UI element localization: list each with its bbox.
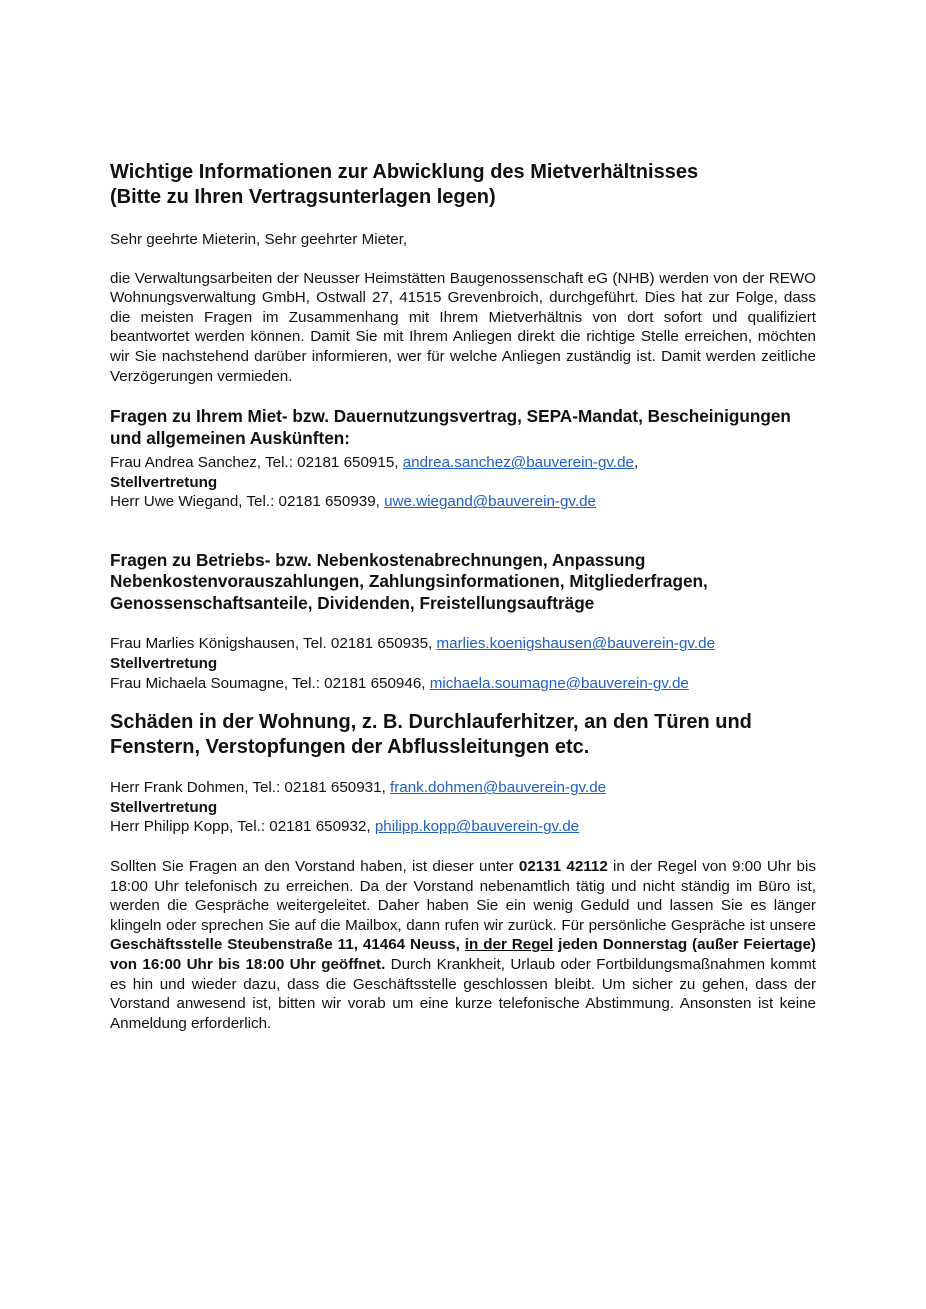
closing-text-2: in der Regel von 9:00 Uhr bis 18:00 Uhr telefonisch zu erreichen. Da der Vorstand nebenamtlich tätig und nicht ständig im Büro ist, werden die Gespräche weitergeleitet. Daher haben Sie ein wenig Geduld und lassen Sie es länger klingeln oder sprechen Sie auf die Mailbox, dann rufen wir zurück. Für persönliche Gespräche ist unsere [110,858,816,934]
in-der-regel: in der Regel [464,936,554,954]
title-line-1: Wichtige Informationen zur Abwicklung des Mietverhältnisses [110,161,699,183]
board-phone: 02131 42112 [518,858,608,875]
email-link[interactable]: frank.dohmen@bauverein-gv.de [390,779,607,797]
section-2-contacts [110,634,816,693]
email-link[interactable]: marlies.koenigshausen@bauverein-gv.de [436,635,716,653]
intro-paragraph: die Verwaltungsarbeiten der Neusser Heimstätten Baugenossenschaft eG (NHB) werden von der REWO Wohnungsverwaltung GmbH, Ostwall 27, 41515 Grevenbroich, durchgeführt. Dies hat zur Folge, dass die meisten Fragen im Zusammenhang mit Ihrem Mietverhältnis von dort sofort und qualifiziert beantwortet werden können. Damit Sie mit Ihrem Anliegen direkt die richtige Stelle erreichen, möchten wir Sie nachstehend darüber informieren, wer für welche Anliegen zuständig ist. Damit werden zeitliche Verzögerungen vermieden. [110,269,816,385]
contact-deputy [110,492,816,512]
closing-text-3: Durch Krankheit, Urlaub oder Fortbildungsmaßnahmen kommt es hin und wieder dazu, dass die Geschäftsstelle geschlossen bleibt. Um sicher zu gehen, dass der Vorstand anwesend ist, bitten wir vorab um eine kurze telefonische Abstimmung. Ansonsten ist keine Anmeldung erforderlich. [110,955,816,1032]
title-line-2: (Bitte zu Ihren Vertragsunterlagen legen) [110,186,496,208]
email-link[interactable]: andrea.sanchez@bauverein-gv.de [402,454,635,472]
contact-primary-suffix: , [634,454,639,472]
office-hours: jeden Donnerstag (außer Feiertage) von 16:00 Uhr bis 18:00 Uhr geöffnet. [110,936,816,973]
section-3-contacts [110,778,816,837]
closing-text-1: Sollten Sie Fragen an den Vorstand haben, ist dieser unter [110,858,519,875]
contact-primary-text: Frau Andrea Sanchez, Tel.: 02181 650915, [110,454,403,472]
document-title [110,160,816,210]
deputy-label: Stellvertretung [110,798,218,816]
contact-primary-text: Herr Frank Dohmen, Tel.: 02181 650931, [110,779,391,797]
deputy-label: Stellvertretung [110,473,218,491]
section-3-heading: Schäden in der Wohnung, z. B. Durchlauferhitzer, an den Türen und Fenstern, Verstopfungen der Abflussleitungen etc. [110,711,752,759]
contact-primary [110,453,816,473]
email-link[interactable]: uwe.wiegand@bauverein-gv.de [384,493,596,511]
contact-deputy [110,674,816,694]
closing-paragraph [110,857,816,1033]
contact-deputy-text: Frau Michaela Soumagne, Tel.: 02181 650946, [110,674,430,692]
contact-deputy-text: Herr Philipp Kopp, Tel.: 02181 650932, [110,818,375,836]
salutation: Sehr geehrte Mieterin, Sehr geehrter Mieter, [110,231,408,248]
contact-primary-text: Frau Marlies Königshausen, Tel. 02181 650935, [110,635,437,653]
email-link[interactable]: philipp.kopp@bauverein-gv.de [374,818,580,836]
contact-primary [110,634,816,654]
section-1-heading: Fragen zu Ihrem Miet- bzw. Dauernutzungsvertrag, SEPA-Mandat, Bescheinigungen und allgemeinen Auskünften: [110,406,791,448]
section-2-heading: Fragen zu Betriebs- bzw. Nebenkostenabrechnungen, Anpassung Nebenkostenvorauszahlungen, Zahlungsinformationen, Mitgliederfragen, Genossenschaftsanteile, Dividenden, Freistellungsaufträge [110,549,708,613]
document-page [110,160,816,1033]
office-address: Geschäftsstelle Steubenstraße 11, 41464 Neuss, [110,936,465,954]
email-link[interactable]: michaela.soumagne@bauverein-gv.de [429,674,689,692]
section-1-contacts [110,453,816,512]
contact-primary [110,778,816,798]
contact-deputy [110,817,816,837]
deputy-label: Stellvertretung [110,655,218,673]
contact-deputy-text: Herr Uwe Wiegand, Tel.: 02181 650939, [110,493,385,511]
